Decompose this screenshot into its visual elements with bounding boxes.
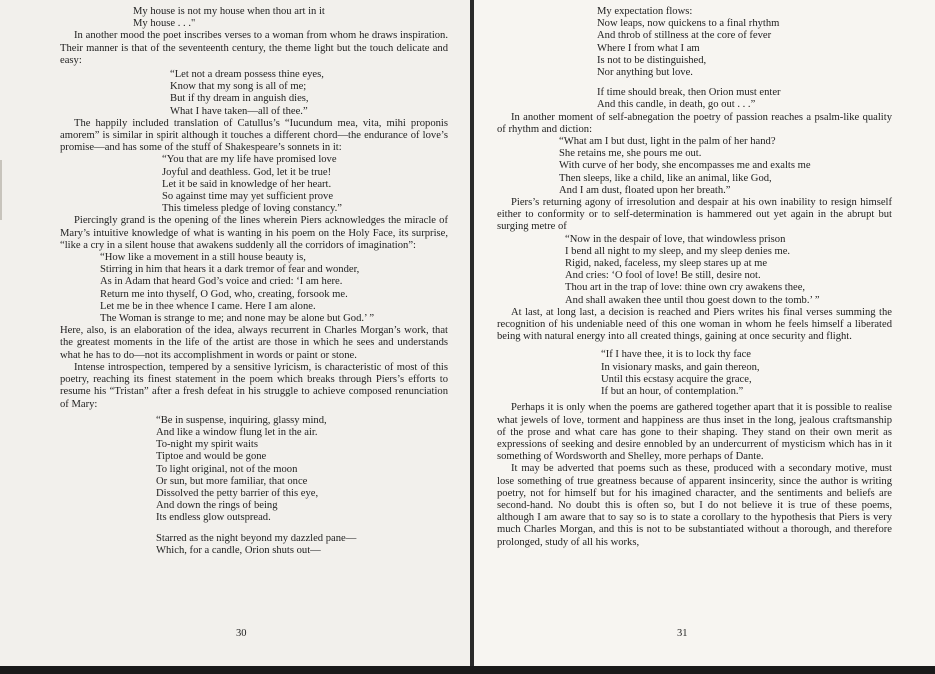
verse-line: Stirring in him that hears it a dark tremor of fear and wonder,: [100, 264, 360, 276]
verse-line: Now leaps, now quickens to a final rhythm: [597, 18, 780, 30]
verse-line: “What am I but dust, light in the palm of her hand?: [559, 136, 776, 148]
paragraph: It may be adverted that poems such as these, produced with a secondary motive, must lose something of true greatness because of apparent insincerity, since the author is writing poetry, not for himself but for his imagined character, and the sentiments and beliefs are second-hand. No doubt this is often so, but I do not believe it is true of these poems, although I am aware that to say so is to state a corollary to the hypothesis that Piers is very much Charles Morgan, and this is not to be substantiated without a thorough, and therefore prolonged, study of all his works,: [497, 463, 892, 548]
verse-line: Let me be in thee whence I came. Here I am alone.: [100, 300, 316, 312]
opening-verse: [60, 6, 448, 30]
verse-line: The Woman is strange to me; and none may be alone but God.’ ”: [100, 313, 375, 325]
verse-block: [60, 154, 448, 215]
verse-line: “Let not a dream possess thine eyes,: [170, 69, 324, 81]
verse-line: And I am dust, floated upon her breath.”: [559, 184, 731, 196]
paragraph: Perhaps it is only when the poems are gathered together apart that it is possible to realise what jewels of love, torment and happiness are thus inset in the long, jealous craftsmanship of the prose and what care has gone to their shaping. They stand on their own merit as expressions of seeking and desire ennobled by an undercurrent of mysticism which has in it something of Wordsworth and Shelley, more perhaps of Dante.: [497, 402, 892, 463]
verse-line: Then sleeps, like a child, like an animal, like God,: [559, 172, 772, 184]
paragraph: Piercingly grand is the opening of the lines wherein Piers acknowledges the miracle of Mary’s intuitive knowledge of what is wanting in his poem on the Holy Face, its surprise, “like a cry in a silent house that awakens suddenly all the corridors of imagination”:: [60, 215, 448, 251]
verse-line: She retains me, she pours me out.: [559, 148, 702, 160]
scan-bottom-edge: [0, 666, 935, 674]
verse-block: [60, 69, 448, 118]
verse-line: And down the rings of being: [156, 500, 278, 512]
verse-line: And cries: ‘O fool of love! Be still, desire not.: [565, 270, 761, 282]
right-text-column: [497, 6, 892, 549]
verse-line: Know that my song is all of me;: [170, 81, 307, 93]
paragraph: In another mood the poet inscribes verses to a woman from whom he draws inspiration. Their manner is that of the seventeenth century, the theme light but the touch delicate and easy:: [60, 30, 448, 66]
verse-line: If time should break, then Orion must enter: [597, 87, 781, 99]
verse-line: “If I have thee, it is to lock thy face: [601, 349, 752, 361]
verse-line: “Now in the despair of love, that windowless prison: [565, 233, 786, 245]
verse-line: Dissolved the petty barrier of this eye,: [156, 487, 319, 499]
verse-line: With curve of her body, she encompasses me and exalts me: [559, 160, 811, 172]
verse-line: So against time may yet sufficient prove: [162, 191, 334, 203]
verse-block: [497, 6, 892, 79]
verse-line: I bend all night to my sleep, and my sleep denies me.: [565, 245, 791, 257]
verse-line: And this candle, in death, go out . . .”: [597, 99, 756, 111]
verse-line: This timeless pledge of loving constancy.”: [162, 203, 342, 215]
verse-line: Joyful and deathless. God, let it be true!: [162, 166, 332, 178]
verse-line: And like a window flung let in the air.: [156, 426, 318, 438]
verse-line: “Be in suspense, inquiring, glassy mind,: [156, 414, 327, 426]
left-page: [0, 0, 470, 666]
verse-block: [60, 252, 448, 325]
verse-line: What I have taken—all of thee.”: [170, 105, 308, 117]
verse-block: [497, 349, 892, 398]
paragraph: Piers’s returning agony of irresolution and despair at his own inability to resign himself either to conformity or to self-determination is hammered out yet again in the abrupt but surging metre of: [497, 197, 892, 233]
page-number: 30: [236, 628, 247, 639]
verse-line: But if thy dream in anguish dies,: [170, 93, 309, 105]
page-number: 31: [677, 628, 688, 639]
verse-line: Its endless glow outspread.: [156, 512, 271, 524]
verse-line: Or sun, but more familiar, that once: [156, 475, 308, 487]
verse-line: Tiptoe and would be gone: [156, 451, 267, 463]
right-page: [474, 0, 935, 666]
verse-block: [497, 234, 892, 307]
paragraph: At last, at long last, a decision is reached and Piers writes his final verses summing the recognition of his undeniable need of this one woman in whom he feels himself a liberated being with natural energy into all created things, gaining at once security and flight.: [497, 306, 892, 343]
verse-line: And shall awaken thee until thou goest down to the tomb.’ ”: [565, 294, 820, 306]
verse-line: “How like a movement in a still house beauty is,: [100, 252, 306, 264]
verse-line: My house . . .": [133, 18, 196, 30]
verse-line: If but an hour, of contemplation.”: [601, 386, 744, 398]
verse-line: Until this ecstasy acquire the grace,: [601, 373, 752, 385]
verse-line: “You that are my life have promised love: [162, 154, 337, 166]
verse-block: [60, 533, 448, 557]
verse-line: Nor anything but love.: [597, 67, 693, 79]
verse-line: Return me into thyself, O God, who, creating, forsook me.: [100, 288, 348, 300]
verse-line: My house is not my house when thou art in it: [133, 6, 325, 17]
verse-line: To-night my spirit waits: [156, 439, 258, 451]
paragraph: In another moment of self-abnegation the poetry of passion reaches a psalm-like quality of rhythm and diction:: [497, 111, 892, 135]
paragraph: The happily included translation of Catullus’s “Iucundum mea, vita, mihi proponis amorem” is similar in spirit although it touches a different chord—the endurance of love’s promise—and has some of the stuff of Shakespeare’s sonnets in it:: [60, 117, 448, 154]
verse-line: Let it be said in knowledge of her heart.: [162, 178, 332, 190]
verse-line: Which, for a candle, Orion shuts out—: [156, 544, 321, 556]
verse-line: Where I from what I am: [597, 42, 700, 54]
verse-line: Thou art in the trap of love: thine own cry awakens thee,: [565, 282, 806, 294]
paragraph: Here, also, is an elaboration of the idea, always recurrent in Charles Morgan’s work, that the greatest moments in the life of the artist are those in which he sees and understands what he has to do—not its accomplishment in words or paint or stone.: [60, 325, 448, 361]
verse-block: [497, 136, 892, 197]
verse-line: As in Adam that heard God’s voice and cried: ‘I am here.: [100, 276, 343, 288]
verse-block: [60, 415, 448, 525]
verse-line: Rigid, naked, faceless, my sleep stares up at me: [565, 258, 768, 270]
paragraph: Intense introspection, tempered by a sensitive lyricism, is characteristic of most of this poetry, reaching its finest statement in the poem which breaks through Piers’s efforts to resume his “Tristan” after a fresh defeat in his struggle to achieve composed renunciation of Mary:: [60, 361, 448, 410]
verse-line: Starred as the night beyond my dazzled pane—: [156, 532, 357, 544]
verse-line: And throb of stillness at the core of fever: [597, 30, 772, 42]
verse-line: To light original, not of the moon: [156, 463, 298, 475]
verse-line: In visionary masks, and gain thereon,: [601, 361, 760, 373]
verse-block: [497, 87, 892, 111]
left-text-column: [60, 6, 448, 557]
page-crease: [0, 160, 2, 220]
verse-line: Is not to be distinguished,: [597, 54, 707, 66]
verse-line: My expectation flows:: [597, 6, 693, 17]
